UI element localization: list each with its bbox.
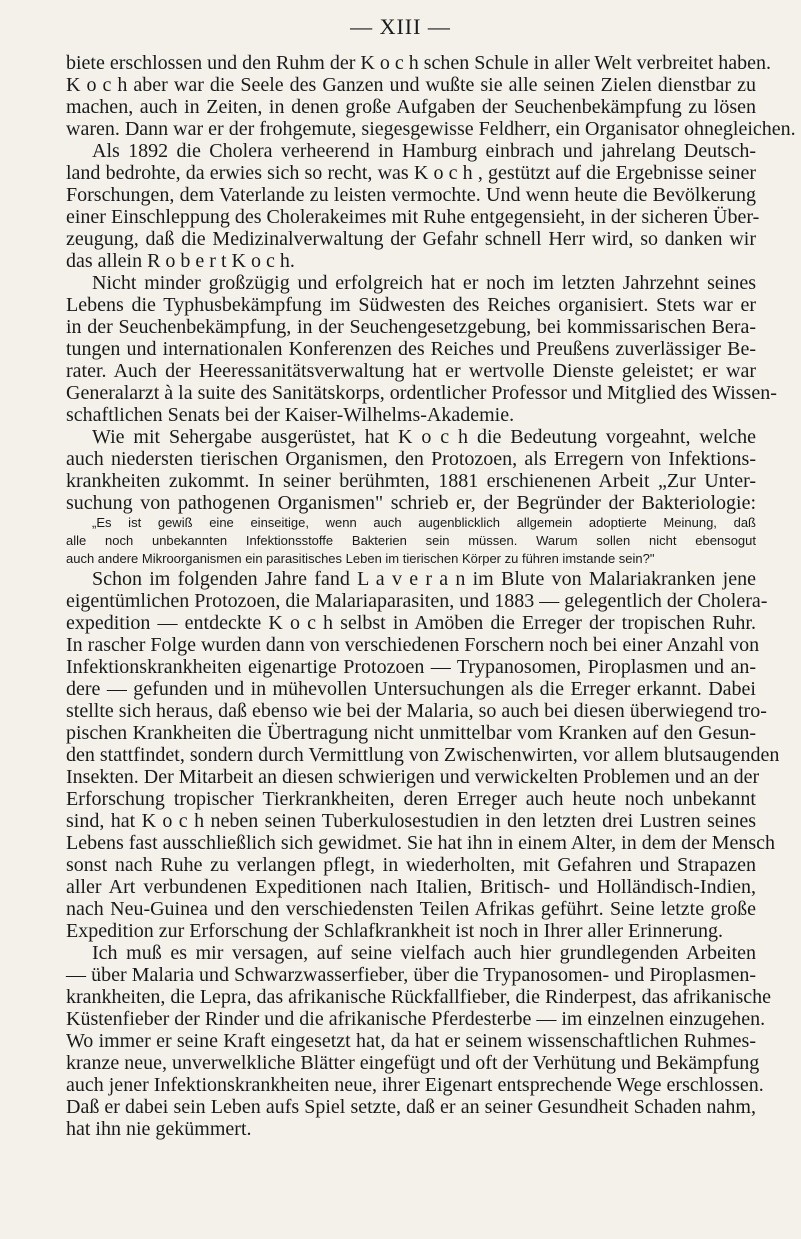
text-line: Daß er dabei sein Leben aufs Spiel setzte, daß er an seiner Gesundheit Schaden nahm, — [66, 1096, 756, 1118]
text-line: Expedition zur Erforschung der Schlafkrankheit ist noch in Ihrer aller Erinnerung. — [66, 920, 724, 942]
quote-line: „Es ist gewiß eine einseitige, wenn auch augenblicklich allgemein adoptierte Meinung, daß — [92, 515, 756, 530]
text-line: tungen und internationalen Konferenzen des Reiches und Preußens zuverlässiger Be- — [66, 338, 756, 360]
text-line: land bedrohte, da erwies sich so recht, was K o c h , gestützt auf die Ergebnisse seiner — [66, 162, 756, 184]
text-line: Küstenfieber der Rinder und die afrikanische Pferdesterbe — im einzelnen einzugehen. — [66, 1008, 766, 1030]
text-line: den stattfindet, sondern durch Vermittlung von Zwischenwirten, vor allem blutsaugenden — [66, 744, 780, 766]
text-line: Als 1892 die Cholera verheerend in Hamburg einbrach und jahrelang Deutsch- — [92, 140, 756, 162]
text-line: rater. Auch der Heeressanitätsverwaltung hat er wertvolle Dienste geleistet; er war — [66, 360, 756, 382]
text-line: Wie mit Sehergabe ausgerüstet, hat K o c h die Bedeutung vorgeahnt, welche — [92, 426, 756, 448]
text-line: pischen Krankheiten die Übertragung nicht unmittelbar vom Kranken auf den Gesun- — [66, 722, 756, 744]
text-line: Nicht minder großzügig und erfolgreich hat er noch im letzten Jahrzehnt seines — [92, 272, 756, 294]
text-line: kranze neue, unverwelkliche Blätter eingefügt und oft der Verhütung und Bekämpfung — [66, 1052, 760, 1074]
text-line: In rascher Folge wurden dann von verschiedenen Forschern noch bei einer Anzahl von — [66, 634, 760, 656]
text-line: sonst nach Ruhe zu verlangen pflegt, in wiederholten, mit Gefahren und Strapazen — [66, 854, 756, 876]
text-line: das allein R o b e r t K o c h. — [66, 250, 295, 272]
quote-line: auch andere Mikroorganismen ein parasitisches Leben im tierischen Körper zu führen imstande sein?" — [66, 551, 655, 566]
text-line: eigentümlichen Protozoen, die Malariaparasiten, und 1883 — gelegentlich der Cholera- — [66, 590, 768, 612]
text-line: krankheiten, die Lepra, das afrikanische Rückfallfieber, die Rinderpest, das afrikanische — [66, 986, 772, 1008]
quote-line: alle noch unbekannten Infektionsstoffe Bakterien sein müssen. Warum sollen nicht ebensogut — [66, 533, 756, 548]
text-line: schaftlichen Senats bei der Kaiser-Wilhelms-Akademie. — [66, 404, 515, 426]
page-number: — XIII — — [350, 14, 451, 39]
text-line: einer Einschleppung des Cholerakeimes mit Ruhe entgegensieht, in der sicheren Über- — [66, 206, 760, 228]
body-text — [66, 52, 796, 1140]
text-line: K o c h aber war die Seele des Ganzen und wußte sie alle seinen Zielen dienstbar zu — [66, 74, 756, 96]
text-line: Erforschung tropischer Tierkrankheiten, deren Erreger auch heute noch unbekannt — [66, 788, 756, 810]
text-line: Generalarzt à la suite des Sanitätskorps, ordentlicher Professor und Mitglied des Wissen- — [66, 382, 777, 404]
text-line: sind, hat K o c h neben seinen Tuberkulosestudien in den letzten drei Lustren seines — [66, 810, 756, 832]
text-line: krankheiten zukommt. In seiner berühmten, 1881 erschienenen Arbeit „Zur Unter- — [66, 470, 756, 492]
text-line: nach Neu-Guinea und den verschiedensten Teilen Afrikas geführt. Seine letzte große — [66, 898, 756, 920]
text-line: suchung von pathogenen Organismen" schrieb er, der Begründer der Bakteriologie: — [66, 492, 756, 514]
text-line: aller Art verbundenen Expeditionen nach Italien, Britisch- und Holländisch-Indien, — [66, 876, 756, 898]
text-line: Insekten. Der Mitarbeit an diesen schwierigen und verwickelten Problemen und an der — [66, 766, 760, 788]
text-line: Lebens die Typhusbekämpfung im Südwesten des Reiches organisiert. Stets war er — [66, 294, 756, 316]
text-line: in der Seuchenbekämpfung, in der Seuchengesetzgebung, bei kommissarischen Bera- — [66, 316, 756, 338]
text-line: Schon im folgenden Jahre fand L a v e r a n im Blute von Malariakranken jene — [92, 568, 756, 590]
text-line: machen, auch in Zeiten, in denen große Aufgaben der Seuchenbekämpfung zu lösen — [66, 96, 756, 118]
text-line: Lebens fast ausschließlich sich gewidmet. Sie hat ihn in einem Alter, in dem der Mensch — [66, 832, 776, 854]
text-line: auch jener Infektionskrankheiten neue, ihrer Eigenart entsprechende Wege erschlossen. — [66, 1074, 764, 1096]
text-line: waren. Dann war er der frohgemute, siegesgewisse Feldherr, ein Organisator ohnegleichen. — [66, 118, 796, 140]
text-line: Forschungen, dem Vaterlande zu leisten vermochte. Und wenn heute die Bevölkerung — [66, 184, 756, 206]
text-line: dere — gefunden und in mühevollen Untersuchungen als die Erreger erkannt. Dabei — [66, 678, 756, 700]
text-line: biete erschlossen und den Ruhm der K o c h schen Schule in aller Welt verbreitet haben. — [66, 52, 772, 74]
text-line: Wo immer er seine Kraft eingesetzt hat, da hat er seinem wissenschaftlichen Ruhmes- — [66, 1030, 756, 1052]
text-line: zeugung, daß die Medizinalverwaltung der Gefahr schnell Herr wird, so danken wir — [66, 228, 756, 250]
text-line: auch niedersten tierischen Organismen, den Protozoen, als Erregern von Infektions- — [66, 448, 756, 470]
text-line: stellte sich heraus, daß ebenso wie bei der Malaria, so auch bei diesen überwiegend tro- — [66, 700, 767, 722]
text-line: Ich muß es mir versagen, auf seine vielfach auch hier grundlegenden Arbeiten — [92, 942, 756, 964]
text-line: expedition — entdeckte K o c h selbst in Amöben die Erreger der tropischen Ruhr. — [66, 612, 756, 634]
text-line: Infektionskrankheiten eigenartige Protozoen — Trypanosomen, Piroplasmen und an- — [66, 656, 756, 678]
text-line: hat ihn nie gekümmert. — [66, 1118, 252, 1140]
text-line: — über Malaria und Schwarzwasserfieber, über die Trypanosomen- und Piroplasmen- — [66, 964, 756, 986]
